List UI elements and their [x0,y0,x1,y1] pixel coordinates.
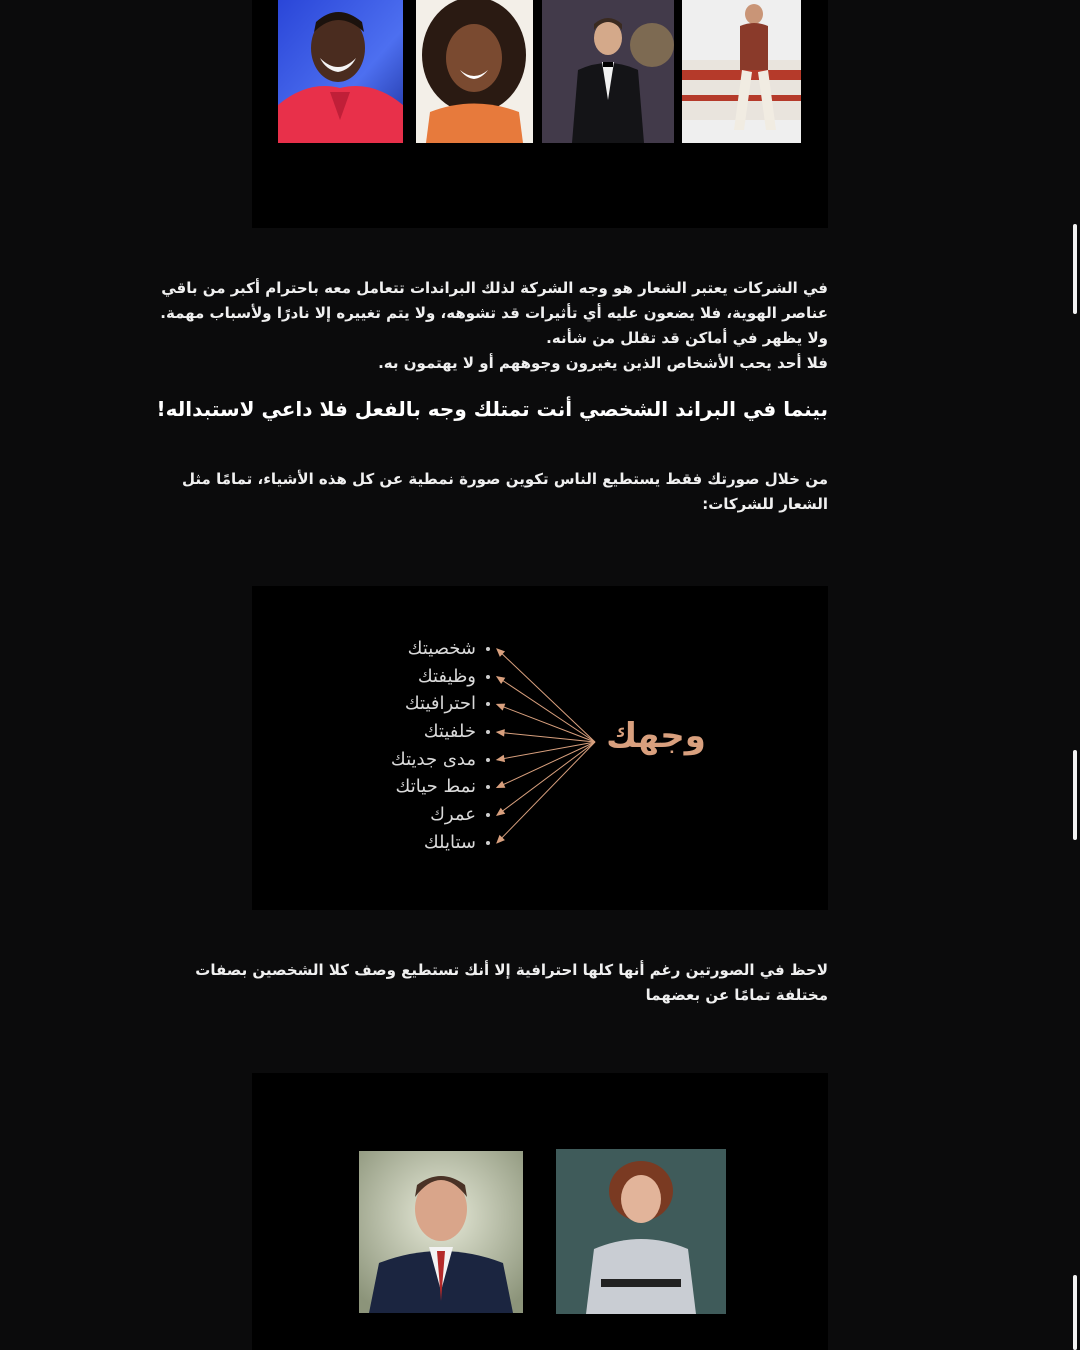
paragraph-line: الشعار للشركات: [702,495,828,513]
woman-in-orange-photo [416,0,533,143]
bullet-icon [486,785,490,789]
paragraph-line: فلا أحد يحب الأشخاص الذين يغيرون وجوههم أو لا يهتمون به. [378,354,828,372]
man-by-car-photo [682,0,801,143]
paragraph-line: عناصر الهوية، فلا يضعون عليه أي تأثيرات قد تشوهه، ولا يتم تغييره إلا نادرًا ولأسباب مهمة. [160,304,828,322]
arrow-line [497,732,595,742]
man-in-suit-photo [359,1151,523,1313]
paragraph-line: ولا يظهر في أماكن قد تقلل من شأنه. [546,329,828,347]
arrow-head-icon [497,782,505,788]
personal-brand-headline: بينما في البراند الشخصي أنت تمتلك وجه بالفعل فلا داعي لاستبداله! [156,397,828,421]
scrollbar-thumb[interactable] [1073,224,1077,314]
arrow-head-icon [497,704,505,710]
comparison-photos-panel [252,1073,828,1350]
bullet-icon [486,758,490,762]
bullet-icon [486,675,490,679]
paragraph-line: مختلفة تمامًا عن بعضهما [645,986,828,1004]
arrow-line [497,742,595,788]
man-in-tuxedo-photo [542,0,674,143]
arrow-head-icon [497,677,504,683]
arrow-line [497,677,595,742]
arrow-head-icon [497,809,504,816]
arrow-head-icon [497,756,504,762]
bullet-icon [486,730,490,734]
paragraph-line: من خلال صورتك فقط يستطيع الناس تكوين صورة نمطية عن كل هذه الأشياء، تمامًا مثل [182,470,828,488]
image-stereotype-paragraph [182,467,828,517]
face-attributes-list [300,635,490,857]
arrow-line [497,649,595,742]
logo-importance-paragraph [160,276,828,376]
list-item: شخصيتك [300,635,490,663]
arrow-line [497,742,595,815]
face-center-label: وجهك [606,716,706,756]
list-item: خلفيتك [300,718,490,746]
bullet-icon [486,702,490,706]
paragraph-line: في الشركات يعتبر الشعار هو وجه الشركة لذلك البراندات تتعامل معه باحترام أكبر من باقي [161,279,828,297]
arrow-head-icon [497,730,504,736]
host-in-red-suit-photo [278,0,403,143]
scrollbar-thumb[interactable] [1073,1275,1077,1350]
arrow-line [497,704,595,742]
list-item: احترافيتك [300,690,490,718]
bullet-icon [486,813,490,817]
list-item: وظيفتك [300,663,490,691]
list-item: مدى جديتك [300,746,490,774]
curly-haired-man-photo [556,1149,726,1314]
two-photos-paragraph [195,958,828,1008]
scrollbar-thumb[interactable] [1073,750,1077,840]
list-item: نمط حياتك [300,773,490,801]
paragraph-line: لاحظ في الصورتين رغم أنها كلها احترافية إلا أنك تستطيع وصف كلا الشخصين بصفات [195,961,828,979]
list-item: ستايلك [300,829,490,857]
bullet-icon [486,841,490,845]
bullet-icon [486,647,490,651]
list-item: عمرك [300,801,490,829]
